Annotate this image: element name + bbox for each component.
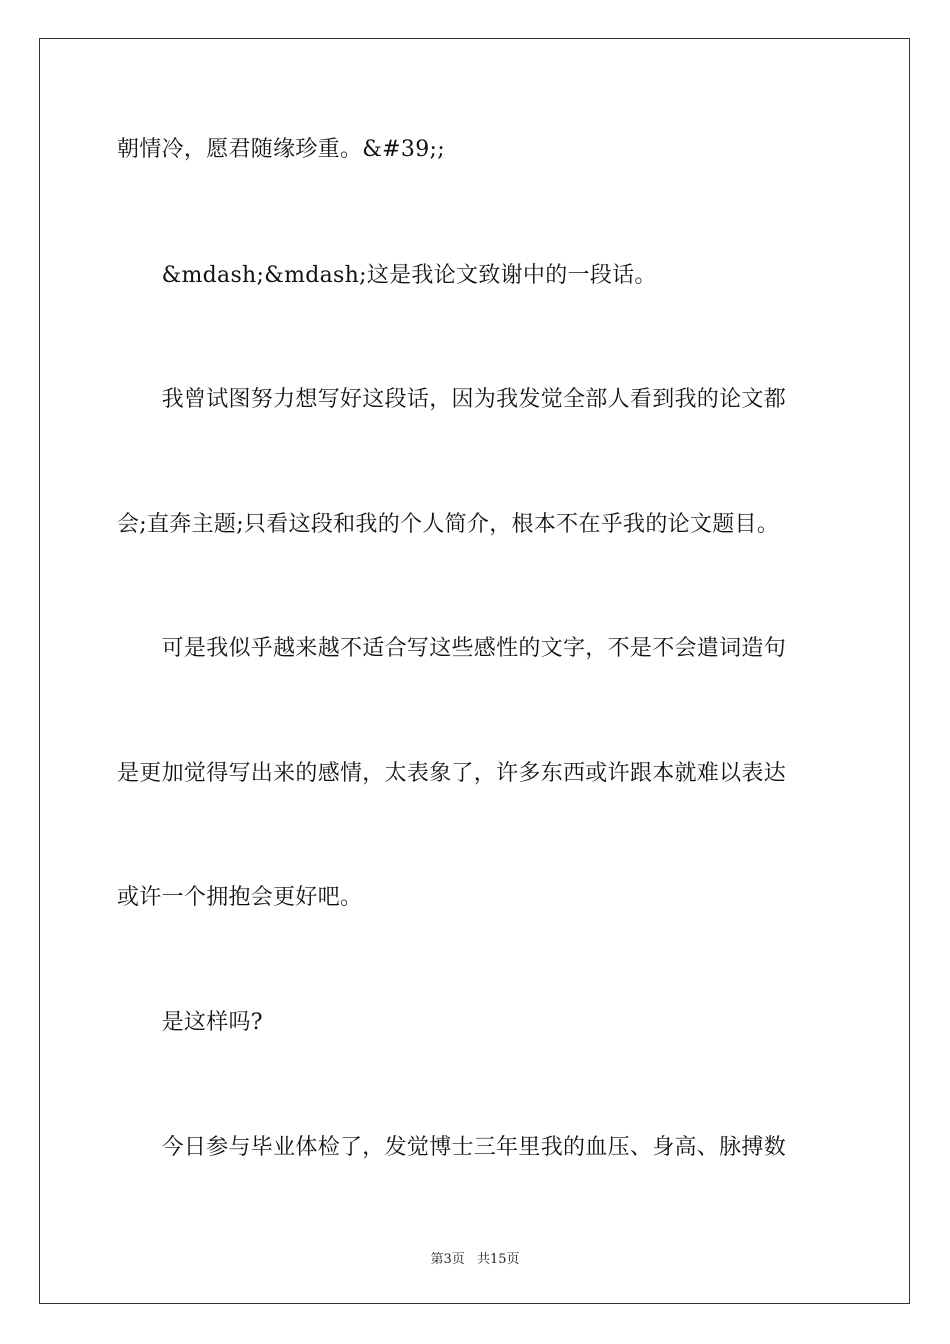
text-line: 是这样吗? bbox=[117, 1010, 263, 1035]
page-border bbox=[39, 38, 910, 1304]
page-total: 共15页 bbox=[476, 1252, 520, 1267]
text-line: 可是我似乎越来越不适合写这些感性的文字，不是不会遣词造句 bbox=[117, 636, 787, 661]
page-number: 第3页 bbox=[430, 1252, 465, 1267]
text-line: 朝情冷，愿君随缘珍重。&#39;; bbox=[117, 137, 445, 162]
text-line: 今日参与毕业体检了，发觉博士三年里我的血压、身高、脉搏数 bbox=[117, 1135, 787, 1160]
page-footer bbox=[0, 1248, 950, 1267]
text-line: 我曾试图努力想写好这段话，因为我发觉全部人看到我的论文都 bbox=[117, 387, 787, 412]
text-line: 是更加觉得写出来的感情，太表象了，许多东西或许跟本就难以表达 bbox=[117, 761, 787, 786]
text-line: 或许一个拥抱会更好吧。 bbox=[117, 885, 363, 910]
text-line: 会;直奔主题;只看这段和我的个人简介，根本不在乎我的论文题目。 bbox=[117, 512, 780, 537]
text-line: &mdash;&mdash;这是我论文致谢中的一段话。 bbox=[117, 263, 657, 288]
